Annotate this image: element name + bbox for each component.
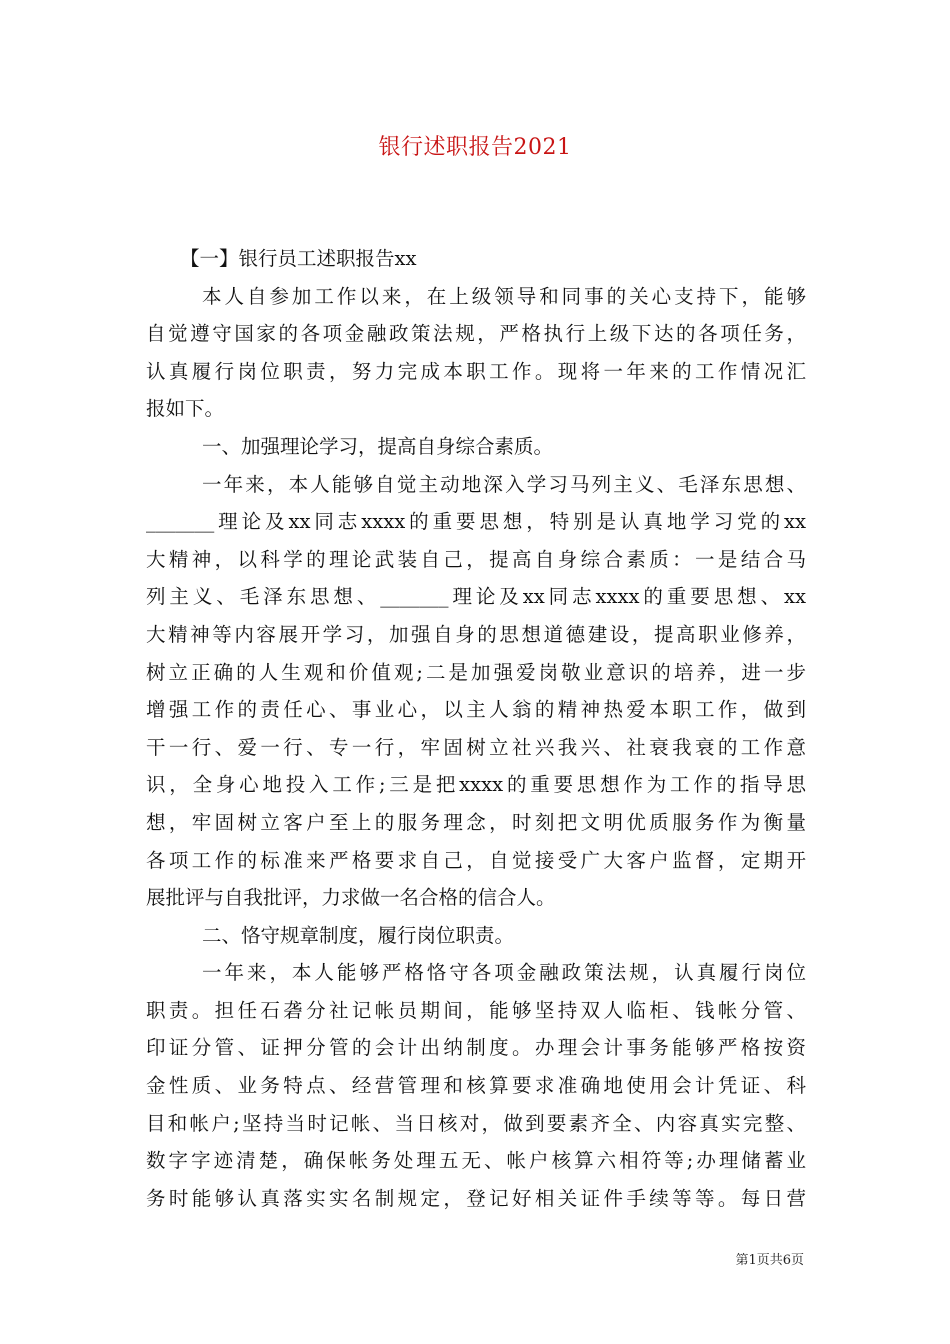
paragraph-line: 印证分管、证押分管的会计出纳制度。办理会计事务能够严格按资: [146, 1036, 806, 1060]
paragraph-line: 各项工作的标准来严格要求自己，自觉接受广大客户监督，定期开: [146, 848, 806, 872]
subsection-heading: 二、恪守规章制度，履行岗位职责。: [202, 923, 515, 947]
paragraph-line: 识，全身心地投入工作;三是把xxxx的重要思想作为工作的指导思: [146, 773, 806, 797]
paragraph-line: 想，牢固树立客户至上的服务理念，时刻把文明优质服务作为衡量: [146, 810, 806, 834]
section-heading: 【一】银行员工述职报告xx: [180, 247, 417, 270]
paragraph-line: 务时能够认真落实实名制规定，登记好相关证件手续等等。每日营: [146, 1186, 806, 1210]
paragraph-line: 树立正确的人生观和价值观;二是加强爱岗敬业意识的培养，进一步: [146, 660, 806, 684]
document-title: 银行述职报告2021: [378, 135, 572, 160]
page-footer: 第1页共6页: [735, 1253, 804, 1268]
subsection-heading: 一、加强理论学习，提高自身综合素质。: [202, 434, 554, 458]
paragraph-line: _______理论及xx同志xxxx的重要思想，特别是认真地学习党的xx: [146, 510, 806, 534]
paragraph-line: 大精神，以科学的理论武装自己，提高自身综合素质：一是结合马: [146, 547, 806, 571]
paragraph-line: 目和帐户;坚持当时记帐、当日核对，做到要素齐全、内容真实完整、: [146, 1111, 806, 1135]
paragraph-line: 数字字迹清楚，确保帐务处理五无、帐户核算六相符等;办理储蓄业: [146, 1149, 806, 1173]
paragraph-line: 认真履行岗位职责，努力完成本职工作。现将一年来的工作情况汇: [146, 359, 806, 383]
paragraph-line: 一年来，本人能够严格恪守各项金融政策法规，认真履行岗位: [202, 961, 806, 985]
paragraph-line: 职责。担任石砻分社记帐员期间，能够坚持双人临柜、钱帐分管、: [146, 998, 806, 1022]
paragraph-line: 列主义、毛泽东思想、_______理论及xx同志xxxx的重要思想、xx: [146, 585, 806, 609]
paragraph-line: 本人自参加工作以来，在上级领导和同事的关心支持下，能够: [202, 284, 806, 308]
paragraph-line: 干一行、爱一行、专一行，牢固树立社兴我兴、社衰我衰的工作意: [146, 735, 806, 759]
paragraph-line: 金性质、业务特点、经营管理和核算要求准确地使用会计凭证、科: [146, 1074, 806, 1098]
paragraph-line: 增强工作的责任心、事业心，以主人翁的精神热爱本职工作，做到: [146, 698, 806, 722]
paragraph-line: 报如下。: [146, 397, 225, 421]
paragraph-line: 自觉遵守国家的各项金融政策法规，严格执行上级下达的各项任务，: [146, 322, 806, 346]
document-body: [146, 240, 806, 1217]
paragraph-line: 展批评与自我批评，力求做一名合格的信合人。: [146, 886, 556, 910]
paragraph-line: 一年来，本人能够自觉主动地深入学习马列主义、毛泽东思想、: [202, 472, 806, 496]
paragraph-line: 大精神等内容展开学习，加强自身的思想道德建设，提高职业修养，: [146, 622, 806, 646]
